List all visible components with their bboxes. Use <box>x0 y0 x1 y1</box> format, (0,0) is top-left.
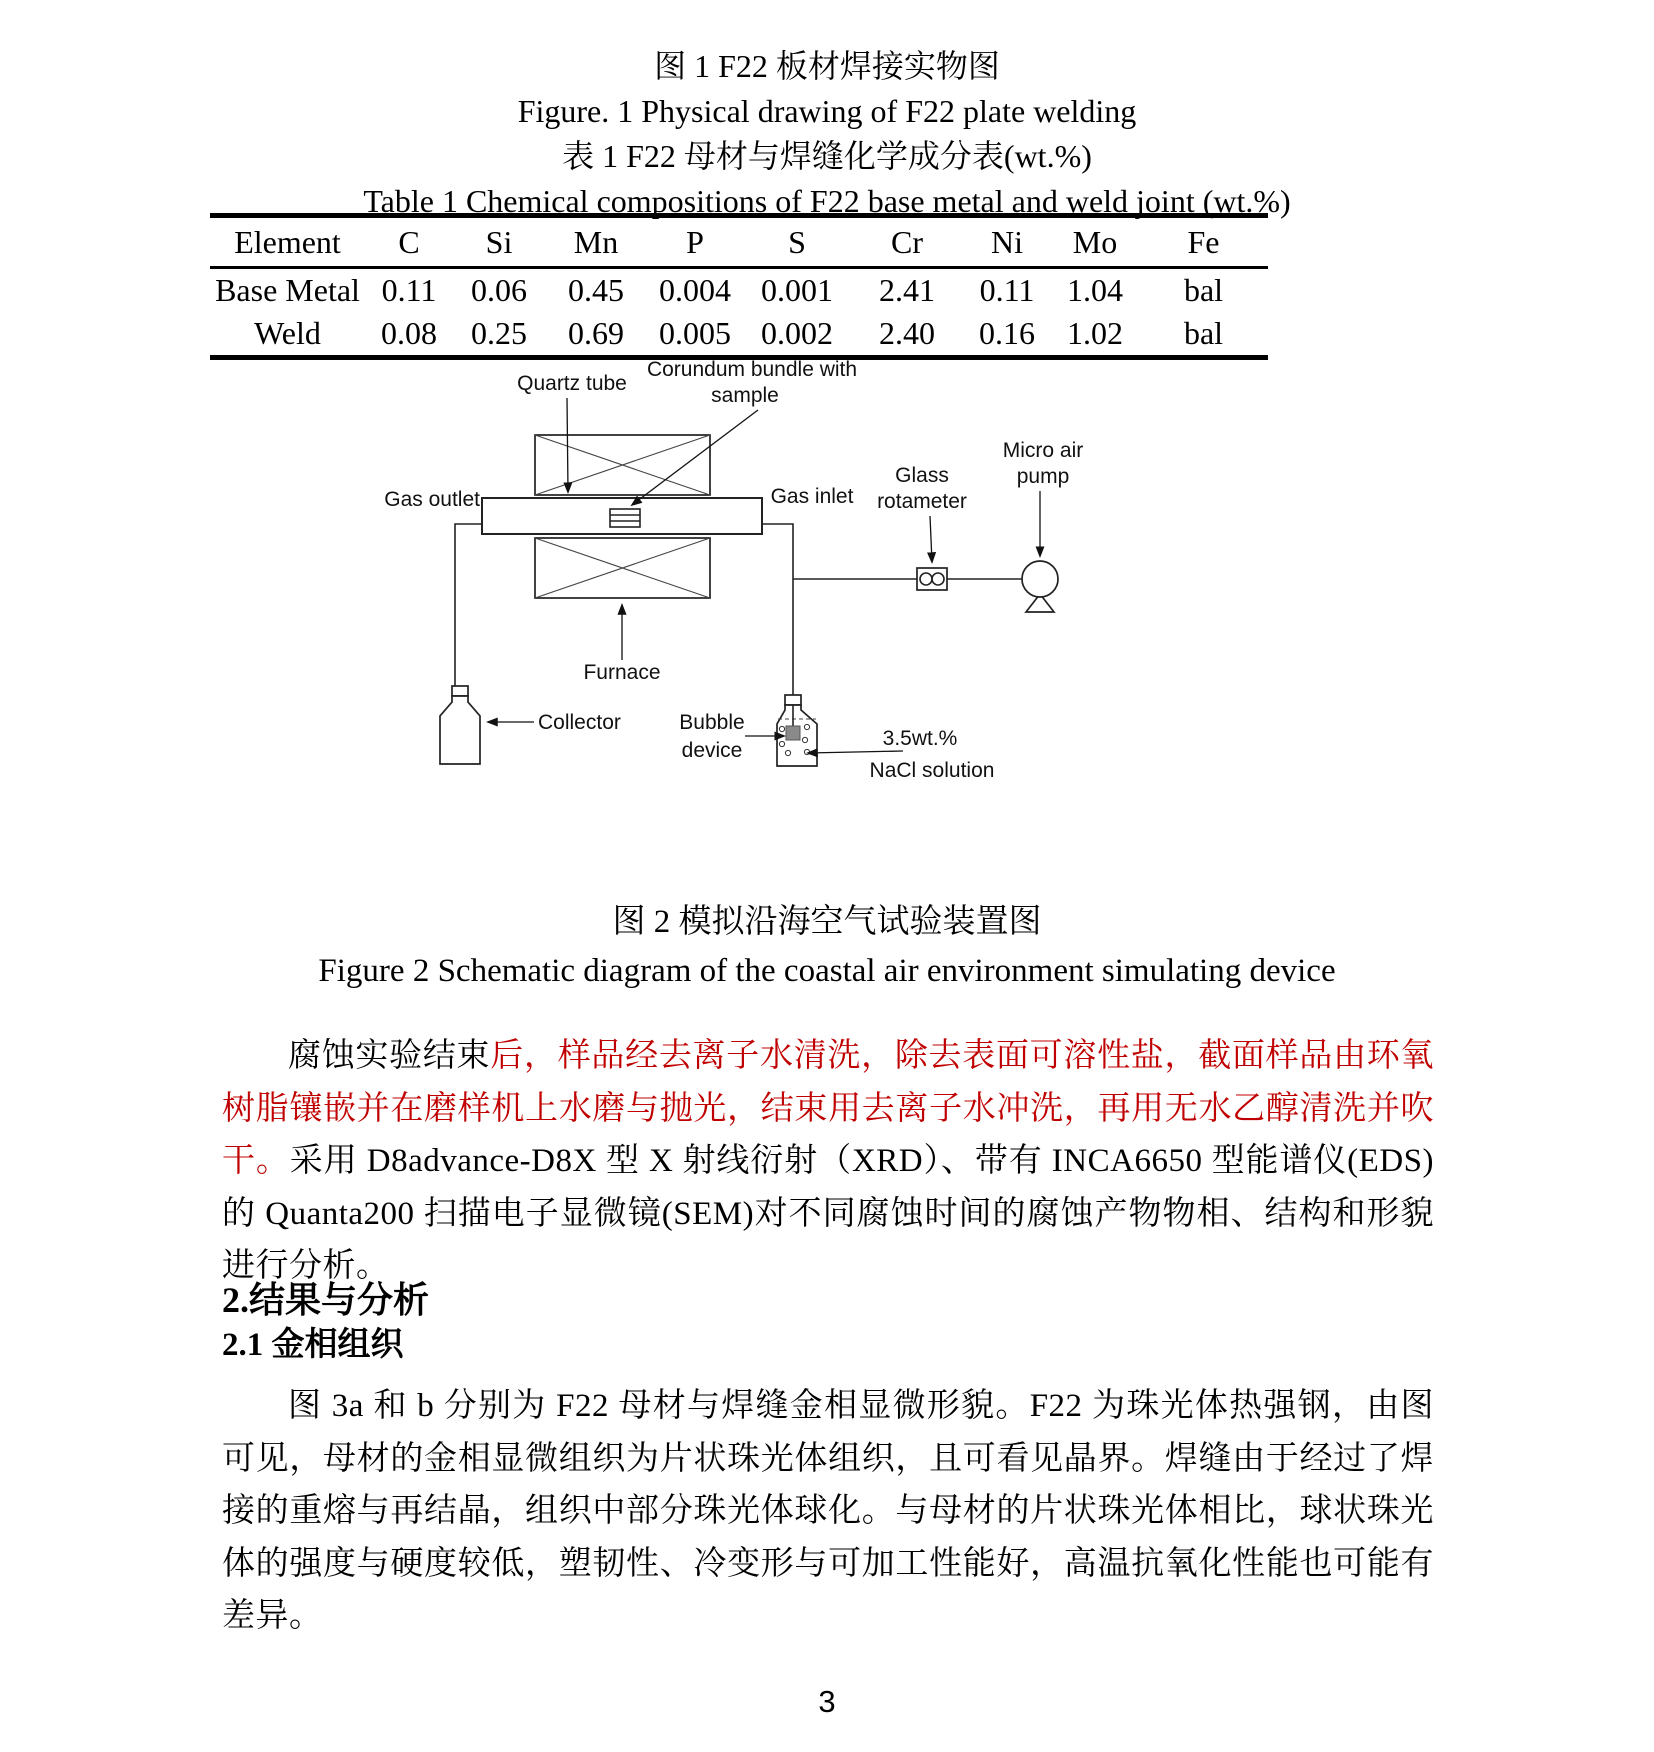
bubble-bottle-shape <box>777 695 817 766</box>
table-cell: 0.005 <box>659 315 731 352</box>
table-row <box>210 268 1268 313</box>
table-cell: 1.02 <box>1067 315 1123 352</box>
bubble-device-label-line1: Bubble <box>679 711 745 734</box>
table-header-cell: Ni <box>991 223 1023 260</box>
gas-inlet-pipe <box>762 524 793 695</box>
table-cell: 0.002 <box>761 315 833 352</box>
gas-outlet-pipe <box>455 524 482 686</box>
rotameter-label-line2: rotameter <box>877 490 967 513</box>
table-cell: bal <box>1183 315 1224 352</box>
table-header-cell: Si <box>485 223 513 260</box>
quartz-tube-shape <box>482 498 762 534</box>
table-cell: Base Metal <box>215 272 360 309</box>
table-header-cell: Element <box>234 223 341 260</box>
collector-bottle-shape <box>440 686 480 764</box>
rotameter-shape <box>917 568 947 590</box>
nacl-label-line2: NaCl solution <box>869 759 995 782</box>
paragraph-text-black: 采用 D8advance-D8X 型 X 射线衍射（XRD）、带有 INCA6650 型能谱仪(EDS)的 Quanta200 扫描电子显微镜(SEM)对不同腐蚀时间的腐蚀产物物相、结构和形貌进行分析。 <box>222 1143 1435 1284</box>
table-cell: 0.16 <box>979 315 1035 352</box>
gas-inlet-label: Gas inlet <box>770 485 854 508</box>
figure2-caption-cn: 图 2 模拟沿海空气试验装置图 <box>612 904 1042 940</box>
table-cell: 0.45 <box>568 272 624 309</box>
table-cell: bal <box>1183 272 1224 309</box>
corundum-label-line2: sample <box>711 384 779 407</box>
corundum-label-line1: Corundum bundle with <box>646 358 858 381</box>
title-caption-block <box>0 44 1654 224</box>
furnace-top-coil <box>535 435 710 495</box>
bubbler-stone <box>786 726 800 740</box>
table-cell: 0.69 <box>568 315 624 352</box>
figure2-apparatus-diagram <box>360 348 1120 808</box>
quartz-tube-label: Quartz tube <box>517 372 627 395</box>
pump-label-line2: pump <box>1016 465 1070 488</box>
table-cell: Weld <box>254 315 321 352</box>
table-header-cell: Mn <box>573 223 619 260</box>
table-header-row <box>210 216 1268 268</box>
table1-caption-en: Table 1 Chemical compositions of F22 base metal and weld joint (wt.%) <box>363 183 1291 219</box>
table-cell: 0.06 <box>471 272 527 309</box>
table-cell: 2.40 <box>879 315 935 352</box>
figure1-caption-cn: 图 1 F22 板材焊接实物图 <box>654 48 1000 84</box>
furnace-bottom-coil <box>535 538 710 598</box>
furnace-label: Furnace <box>583 661 661 684</box>
section-heading-results: 2.结果与分析 <box>222 1280 430 1320</box>
gas-outlet-label: Gas outlet <box>384 488 480 511</box>
table-cell: 2.41 <box>879 272 935 309</box>
table-header-cell: Fe <box>1187 223 1220 260</box>
chemical-composition-table <box>210 213 1268 360</box>
table-cell: 0.001 <box>761 272 833 309</box>
metallography-paragraph: 图 3a 和 b 分别为 F22 母材与焊缝金相显微形貌。F22 为珠光体热强钢，由图可见，母材的金相显微组织为片状珠光体组织，且可看见晶界。焊缝由于经过了焊接的重熔与再结晶，组织中部分珠光体球化。与母材的片状珠光体相比，球状珠光体的强度与硬度较低，塑韧性、冷变形与可加工性能好，高温抗氧化性能也可能有差异。 <box>222 1388 1434 1634</box>
table-header-cell: Cr <box>891 223 923 260</box>
table-cell: 0.004 <box>659 272 731 309</box>
table-cell: 0.08 <box>381 315 437 352</box>
paragraph-text-red-revision: 后，样品经去离子水清洗，除去表面可溶性盐，截面样品由环氧树脂镶嵌并在磨样机上水磨与抛光，结束用去离子水冲洗，再用无水乙醇清洗并吹干。 <box>222 1038 1435 1179</box>
table-header-cell: S <box>788 223 806 260</box>
figure2-caption-block <box>0 898 1654 996</box>
figure2-caption-en: Figure 2 Schematic diagram of the coastal air environment simulating device <box>318 953 1336 989</box>
table-cell: 0.11 <box>979 272 1035 309</box>
table-cell: 0.11 <box>381 272 437 309</box>
paragraph-text-black: 腐蚀实验结束 <box>288 1038 491 1074</box>
page-number: 3 <box>818 1684 836 1719</box>
bubble-device-label-line2: device <box>681 739 743 762</box>
nacl-arrow <box>808 751 903 753</box>
experiment-method-paragraph <box>222 1030 1434 1293</box>
table1-caption-cn: 表 1 F22 母材与焊缝化学成分表(wt.%) <box>562 138 1092 174</box>
table-cell: 0.25 <box>471 315 527 352</box>
rotameter-label-line1: Glass <box>895 464 949 487</box>
table-header-cell: Mo <box>1072 223 1118 260</box>
figure1-caption-en: Figure. 1 Physical drawing of F22 plate welding <box>517 93 1137 129</box>
table-cell: 1.04 <box>1067 272 1123 309</box>
rotameter-arrow <box>930 516 932 562</box>
nacl-label-line1: 3.5wt.% <box>882 727 958 750</box>
subsection-heading-metallography: 2.1 金相组织 <box>222 1327 404 1363</box>
pump-label-line1: Micro air <box>1002 439 1084 462</box>
table-header-cell: C <box>398 223 420 260</box>
table-header-cell: P <box>686 223 704 260</box>
air-pump-shape <box>1022 561 1058 612</box>
collector-label: Collector <box>538 711 621 734</box>
